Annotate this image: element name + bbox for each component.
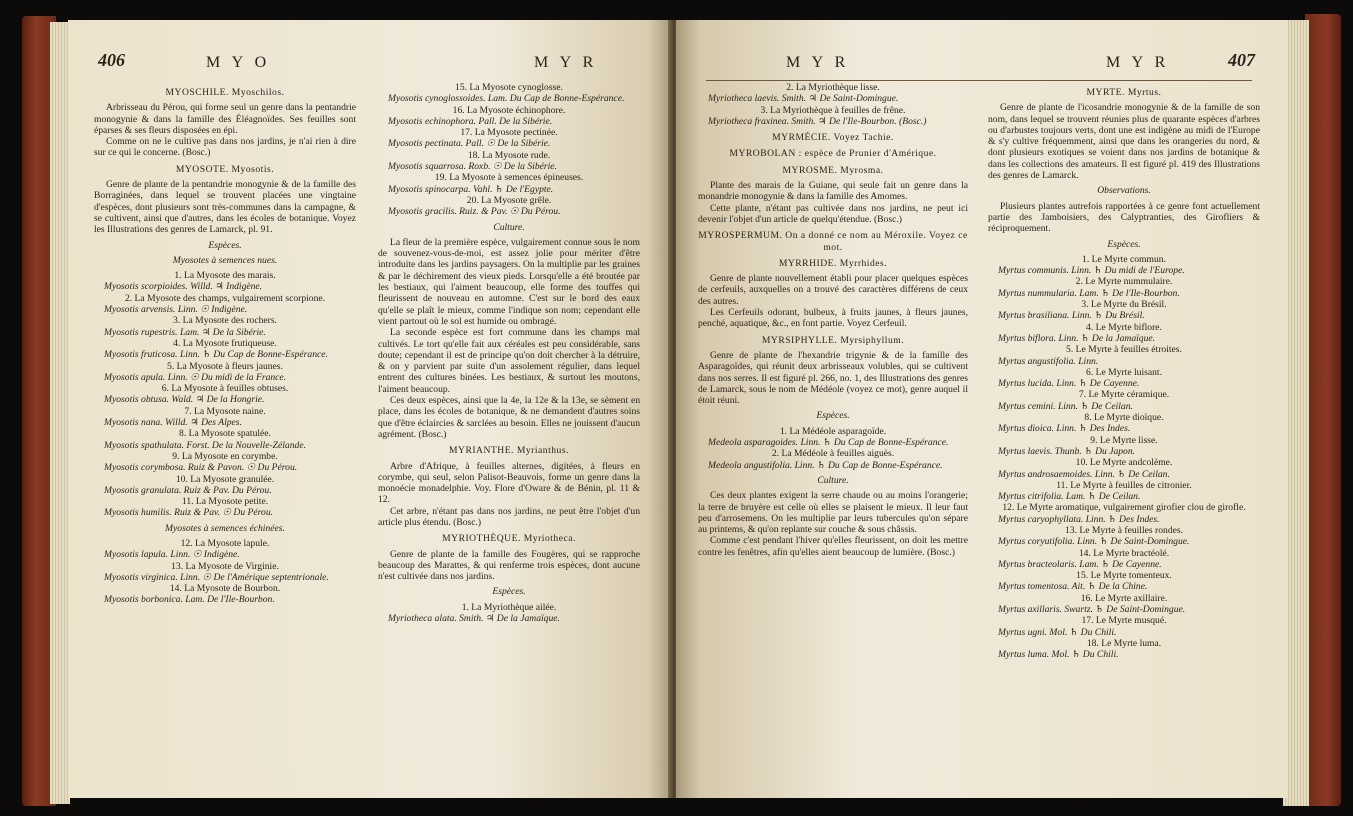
species-entry: 14. Le Myrte bractéolé. bbox=[1078, 547, 1170, 559]
running-head: M Y R bbox=[1106, 54, 1170, 71]
article-heading: MYRSIPHYLLE. Myrsiphyllum. bbox=[761, 334, 905, 346]
species-entry: 7. La Myosote naine. bbox=[184, 405, 266, 417]
paragraph: Plante des marais de la Guiane, qui seule fait un genre dans la monandrie monogynie & dans la famille des Amomes. bbox=[698, 180, 968, 203]
section-subheading: Culture. bbox=[817, 474, 849, 486]
species-entry: 20. La Myosote grêle. bbox=[466, 194, 552, 206]
paragraph: La fleur de la première espèce, vulgairement connue sous le nom de souvenez-vous-de-moi, est assez jolie pour mériter d'être introduite dans les jardins paysagers. On la multiplie par les graines & par le déchirement des vieux pieds. Lorsqu'elle a été broutée par les bestiaux, qui l'aiment beaucoup, elle forme des touffes qui fleurissent de nouveau en automne. C'est sur le bord des eaux qu'elle se plaît le mieux, comme l'indique son nom; cependant elle vient partout où le sol est humide ou ombragé. bbox=[378, 236, 640, 327]
section-subheading: Espèces. bbox=[1107, 238, 1141, 250]
species-latin-name: Myosotis squarrosa. Roxb. ☉ De la Sibérie. bbox=[388, 161, 557, 173]
species-entry: 10. Le Myrte andcolème. bbox=[1075, 457, 1173, 469]
species-latin-name: Myosotis apula. Linn. ☉ Du midi de la France. bbox=[104, 371, 287, 383]
paragraph: Ces deux plantes exigent la serre chaude ou au moins l'orangerie; la terre de bruyère est celle où elles se plaisent le mieux. Il leur faut peu d'arrosemens. On les multiplie par leurs tubercules qu'on sépare au printems, & qu'on replante sur couche & sous châssis. bbox=[698, 490, 968, 536]
species-latin-name: Myrtus communis. Linn. ♄ Du midi de l'Europe. bbox=[998, 265, 1185, 277]
species-entry: 7. Le Myrte céramique. bbox=[1078, 389, 1170, 401]
paragraph: Genre de plante nouvellement établi pour placer quelques espèces de cerfeuils, auxquelles on a trouvé des caractères différens de ceux des autres. bbox=[698, 273, 968, 307]
paragraph: Genre de plante de la famille des Fougères, qui se rapproche beaucoup des Marattes, & qui renferme trois espèces, dont aucune n'est cultivée dans nos jardins. bbox=[378, 548, 640, 583]
text-column bbox=[378, 82, 640, 624]
paragraph: Genre de plante de l'icosandrie monogynie & de la famille de son nom, dans lequel se trouvent réunies plus de quarante espèces d'arbres ou d'arbustes toujours verts, dont une est indigène au midi de l'Europe & s'y cultive fréquemment, ainsi que dans les orangeries du nord, & dont plusieurs exotiques se voient dans nos jardins de botanique & dans les collections des amateurs. Il est figuré pl. 419 des Illustrations des genres de Lamarck. bbox=[988, 102, 1260, 182]
species-latin-name: Myosotis rupestris. Lam. ♃ De la Sibérie. bbox=[104, 326, 266, 338]
species-latin-name: Myrtus biflora. Linn. ♄ De la Jamaïque. bbox=[998, 332, 1156, 344]
species-latin-name: Myosotis nana. Willd. ♃ Des Alpes. bbox=[104, 417, 242, 429]
text-column bbox=[94, 82, 356, 606]
species-latin-name: Myrtus angustifolia. Linn. bbox=[998, 355, 1099, 367]
text-column bbox=[988, 82, 1260, 661]
species-latin-name: Myosotis obtusa. Wald. ♃ De la Hongrie. bbox=[104, 394, 265, 406]
species-entry: 16. La Myosote échinophore. bbox=[452, 104, 566, 116]
paragraph: Cette plante, n'étant pas cultivée dans nos jardins, ne peut ici devenir l'objet d'un article de quelqu'étendue. (Bosc.) bbox=[698, 202, 968, 225]
species-entry: 15. La Myosote cynoglosse. bbox=[455, 82, 563, 93]
species-entry: 1. La Médéole asparagoïde. bbox=[779, 425, 887, 437]
species-entry: 2. La Myriothèque lisse. bbox=[786, 82, 880, 93]
species-entry: 9. Le Myrte lisse. bbox=[1090, 434, 1158, 446]
paragraph: Arbrisseau du Pérou, qui forme seul un genre dans la pentandrie monogynie & dans la famille des Éléagnoïdes. Ses feuilles sont éparses & ses fleurs disposées en épi. bbox=[94, 102, 356, 136]
paragraph: Comme c'est pendant l'hiver qu'elles fleurissent, on doit les mettre contre les fenêtres, afin qu'elles aient beaucoup de lumière. (Bosc.) bbox=[698, 535, 968, 558]
paragraph: Genre de plante de la pentandrie monogynie & de la famille des Borraginées, dans lequel se trouvent placées une vingtaine d'espèces, dont plusieurs sont très-communes dans la campagne, & se cultivent, ainsi que d'autres, dans les écoles de botanique. Voyez les Illustrations des genres de Lamarck, pl. 91. bbox=[94, 179, 356, 236]
article-heading: MYRIANTHE. Myrianthus. bbox=[449, 445, 569, 457]
species-entry: 1. La Myriothèque ailée. bbox=[461, 601, 557, 613]
species-entry: 3. Le Myrte du Brésil. bbox=[1081, 299, 1167, 311]
species-latin-name: Myosotis spathulata. Forst. De la Nouvelle-Zélande. bbox=[104, 439, 306, 451]
species-entry: 4. La Myosote frutiqueuse. bbox=[173, 337, 277, 349]
book-cover-right bbox=[1305, 14, 1341, 806]
paragraph: Genre de plante de l'hexandrie trigynie & de la famille des Asparagoïdes, qui réunit deux arbrisseaux volubles, qui se cultivent dans nos serres. Il est figuré pl. 266, no. 1, des Illustrations des genres de Lamarck, sous le nom de Médéole (voyez ce mot), genre auquel il étoit réuni. bbox=[698, 349, 968, 407]
species-latin-name: Myosotis scorpioides. Willd. ♃ Indigène. bbox=[104, 281, 263, 293]
species-entry: 6. La Myosote à feuilles obtuses. bbox=[161, 383, 289, 395]
species-entry: 6. Le Myrte luisant. bbox=[1086, 366, 1162, 378]
section-subheading: Observations. bbox=[1097, 185, 1151, 197]
paragraph: Les Cerfeuils odorant, bulbeux, à fruits jaunes, à fleurs jaunes, penché, aquatique, &c., en font partie. Voyez Cerfeuil. bbox=[698, 307, 968, 330]
species-entry: 5. La Myosote à fleurs jaunes. bbox=[167, 360, 283, 372]
species-latin-name: Myosotis humilis. Ruiz & Pav. ☉ Du Pérou. bbox=[104, 507, 274, 519]
text-column bbox=[698, 82, 968, 558]
section-subheading: Espèces. bbox=[208, 239, 242, 251]
species-entry: 18. Le Myrte luma. bbox=[1086, 637, 1162, 649]
page-number: 407 bbox=[1228, 50, 1255, 70]
species-entry: 1. Le Myrte commun. bbox=[1082, 253, 1166, 265]
species-entry: 17. La Myosote pectinée. bbox=[460, 127, 558, 139]
species-entry: 3. La Myosote des rochers. bbox=[173, 315, 277, 327]
species-latin-name: Myrtus axillaris. Swartz. ♄ De Saint-Domingue. bbox=[998, 604, 1186, 616]
right-page bbox=[676, 20, 1288, 798]
page-number: 406 bbox=[98, 50, 125, 70]
section-subheading: Espèces. bbox=[816, 410, 850, 422]
species-latin-name: Myosotis gracilis. Ruiz. & Pav. ☉ Du Pérou. bbox=[388, 206, 561, 218]
article-heading: MYRTE. Myrtus. bbox=[1086, 87, 1162, 98]
species-latin-name: Myosotis corymbosa. Ruiz & Pavon. ☉ Du Pérou. bbox=[104, 462, 298, 474]
species-entry: 15. Le Myrte tomenteux. bbox=[1076, 570, 1172, 582]
species-latin-name: Myrtus androsaemoides. Linn. ♄ De Ceilan. bbox=[998, 468, 1170, 480]
species-entry: 12. La Myosote lapule. bbox=[180, 537, 270, 549]
species-entry: 16. Le Myrte axillaire. bbox=[1080, 592, 1168, 604]
species-entry: 19. La Myosote à semences épineuses. bbox=[434, 172, 584, 184]
paragraph: Ces deux espèces, ainsi que la 4e, la 12e & la 13e, se sèment en place, dans les écoles de botanique, & ne demandent d'autres soins que d'être éclaircies & sarclées au besoin. Elles ne jouissent d'aucun agrément. (Bosc.) bbox=[378, 395, 640, 440]
species-latin-name: Myrtus lucida. Linn. ♄ De Cayenne. bbox=[998, 378, 1140, 390]
species-latin-name: Myriotheca fraxinea. Smith. ♃ De l'Ile-Bourbon. (Bosc.) bbox=[708, 115, 927, 127]
running-head: M Y O bbox=[206, 54, 271, 71]
species-entry: 10. La Myosote granulée. bbox=[175, 473, 275, 485]
species-entry: 5. Le Myrte à feuilles étroites. bbox=[1066, 344, 1182, 356]
species-latin-name: Myrtus coryutifolia. Linn. ♄ De Saint-Domingue. bbox=[998, 536, 1190, 548]
species-entry: 13. La Myosote de Virginie. bbox=[171, 560, 279, 572]
paragraph: Plusieurs plantes autrefois rapportées à ce genre font actuellement partie des Jamboisiers, des Calyptranties, des Girofliers & réciproquement. bbox=[988, 200, 1260, 235]
species-latin-name: Myrtus ugni. Mol. ♄ Du Chili. bbox=[998, 626, 1117, 638]
species-latin-name: Myrtus laevis. Thunb. ♄ Du Japon. bbox=[998, 445, 1136, 457]
species-entry: 11. La Myosote petite. bbox=[181, 496, 269, 508]
left-page bbox=[68, 20, 672, 798]
article-heading: MYRMÉCIE. Voyez Tachie. bbox=[772, 132, 894, 144]
section-subheading: Culture. bbox=[493, 221, 525, 233]
species-latin-name: Myrtus dioica. Linn. ♄ Des Indes. bbox=[998, 423, 1131, 435]
species-latin-name: Myosotis virginica. Linn. ☉ De l'Amérique septentrionale. bbox=[104, 571, 329, 583]
paragraph: Arbre d'Afrique, à feuilles alternes, digitées, à fleurs en corymbe, qui seul, selon Palisot-Beauvois, forme un genre dans la monoécie monadelphie. Voy. Flore d'Oware & de Bénin, pl. 11 & 12. bbox=[378, 460, 640, 506]
species-latin-name: Myrtus luma. Mol. ♄ Du Chili. bbox=[998, 649, 1119, 661]
species-latin-name: Myrtus brasiliana. Linn. ♄ Du Brésil. bbox=[998, 310, 1145, 322]
species-latin-name: Myrtus bracteolaris. Lam. ♄ De Cayenne. bbox=[998, 558, 1162, 570]
species-latin-name: Medeola asparagoides. Linn. ♄ Du Cap de Bonne-Espérance. bbox=[708, 437, 949, 449]
species-entry: 4. Le Myrte biflore. bbox=[1086, 321, 1162, 333]
species-latin-name: Myrtus tomentosa. Ait. ♄ De la Chine. bbox=[998, 581, 1148, 593]
article-heading: MYROBOLAN : espèce de Prunier d'Amérique. bbox=[729, 148, 937, 160]
paragraph: La seconde espèce est fort commune dans les champs mal cultivés. Le tort qu'elle fait aux céréales est peu considérable, sans doute; cependant il est de principe qu'on doit chercher à la détruire, & on y parvient par suite d'un assolement régulier, dans lequel entrent des cultures binées. Les bestiaux, & surtout les moutons, l'aiment beaucoup. bbox=[378, 327, 640, 395]
species-latin-name: Medeola angustifolia. Linn. ♄ Du Cap de Bonne-Espérance. bbox=[708, 459, 943, 471]
species-entry: 8. La Myosote spatulée. bbox=[179, 428, 271, 440]
species-latin-name: Myosotis arvensis. Linn. ☉ Indigène. bbox=[104, 304, 248, 316]
article-heading: MYROSPERMUM. On a donné ce nom au Méroxile. Voyez ce mot. bbox=[698, 230, 968, 253]
running-head: M Y R bbox=[786, 54, 850, 71]
species-entry: 2. La Myosote des champs, vulgairement scorpione. bbox=[124, 292, 326, 304]
species-entry: 9. La Myosote en corymbe. bbox=[172, 450, 278, 462]
article-heading: MYROSME. Myrosma. bbox=[782, 164, 884, 176]
species-entry: 3. La Myriothèque à feuilles de frêne. bbox=[760, 104, 906, 116]
page-stack-left bbox=[50, 22, 70, 804]
species-latin-name: Myriotheca alata. Smith. ♃ De la Jamaïque. bbox=[388, 613, 560, 625]
section-subheading: Espèces. bbox=[492, 586, 526, 598]
paragraph: Comme on ne le cultive pas dans nos jardins, je n'ai rien à dire sur ce qui le concerne. (Bosc.) bbox=[94, 136, 356, 159]
species-latin-name: Myrtus cemini. Linn. ♄ De Ceilan. bbox=[998, 400, 1133, 412]
article-heading: MYRRHIDE. Myrrhides. bbox=[778, 257, 888, 269]
species-entry: 8. Le Myrte dioïque. bbox=[1084, 412, 1164, 424]
species-latin-name: Myrtus citrifolia. Lam. ♄ De Ceilan. bbox=[998, 491, 1141, 503]
running-head: M Y R bbox=[534, 54, 598, 71]
species-latin-name: Myosotis cynoglossoides. Lam. Du Cap de Bonne-Espérance. bbox=[388, 93, 625, 105]
species-entry: 18. La Myosote rude. bbox=[467, 149, 551, 161]
species-entry: 2. La Médéole à feuilles aiguës. bbox=[771, 448, 895, 460]
species-entry: 2. Le Myrte nummulaire. bbox=[1075, 276, 1173, 288]
species-latin-name: Myrtus nummularia. Lam. ♄ De l'Ile-Bourbon. bbox=[998, 287, 1180, 299]
species-entry: 14. La Myosote de Bourbon. bbox=[169, 583, 281, 595]
header-rule bbox=[706, 80, 1252, 81]
article-heading: MYOSOTE. Myosotis. bbox=[175, 163, 275, 175]
species-entry: 11. Le Myrte à feuilles de citronier. bbox=[1056, 479, 1192, 491]
paragraph: Cet arbre, n'étant pas dans nos jardins, ne peut être l'objet d'un article plus étendu. (Bosc.) bbox=[378, 505, 640, 528]
species-latin-name: Myosotis fruticosa. Linn. ♄ Du Cap de Bonne-Espérance. bbox=[104, 349, 328, 361]
species-entry: 17. Le Myrte musqué. bbox=[1081, 615, 1167, 627]
species-latin-name: Myosotis pectinata. Pall. ☉ De la Sibérie. bbox=[388, 138, 551, 150]
section-subheading: Myosotes à semences nues. bbox=[172, 254, 278, 266]
species-latin-name: Myosotis spinocarpa. Vahl. ♄ De l'Egypte. bbox=[388, 183, 554, 195]
section-subheading: Myosotes à semences échinées. bbox=[165, 522, 285, 534]
species-latin-name: Myosotis echinophora. Pall. De la Sibérie. bbox=[388, 115, 553, 127]
species-entry: 13. Le Myrte à feuilles rondes. bbox=[1064, 524, 1184, 536]
species-latin-name: Myosotis lapula. Linn. ☉ Indigène. bbox=[104, 549, 240, 561]
species-latin-name: Myriotheca laevis. Smith. ♃ De Saint-Domingue. bbox=[708, 93, 899, 105]
article-heading: MYOSCHILE. Myoschilos. bbox=[165, 87, 285, 98]
species-latin-name: Myrtus caryophyllata. Linn. ♄ Des Indes. bbox=[998, 513, 1160, 525]
species-latin-name: Myosotis granulata. Ruiz & Pav. Du Pérou. bbox=[104, 484, 272, 496]
article-heading: MYRIOTHÈQUE. Myriotheca. bbox=[442, 533, 576, 545]
species-entry: 12. Le Myrte aromatique, vulgairement girofier clou de girofle. bbox=[1002, 502, 1246, 514]
species-entry: 1. La Myosote des marais. bbox=[174, 270, 276, 282]
species-latin-name: Myosotis borbonica. Lam. De l'Ile-Bourbon. bbox=[104, 594, 275, 606]
